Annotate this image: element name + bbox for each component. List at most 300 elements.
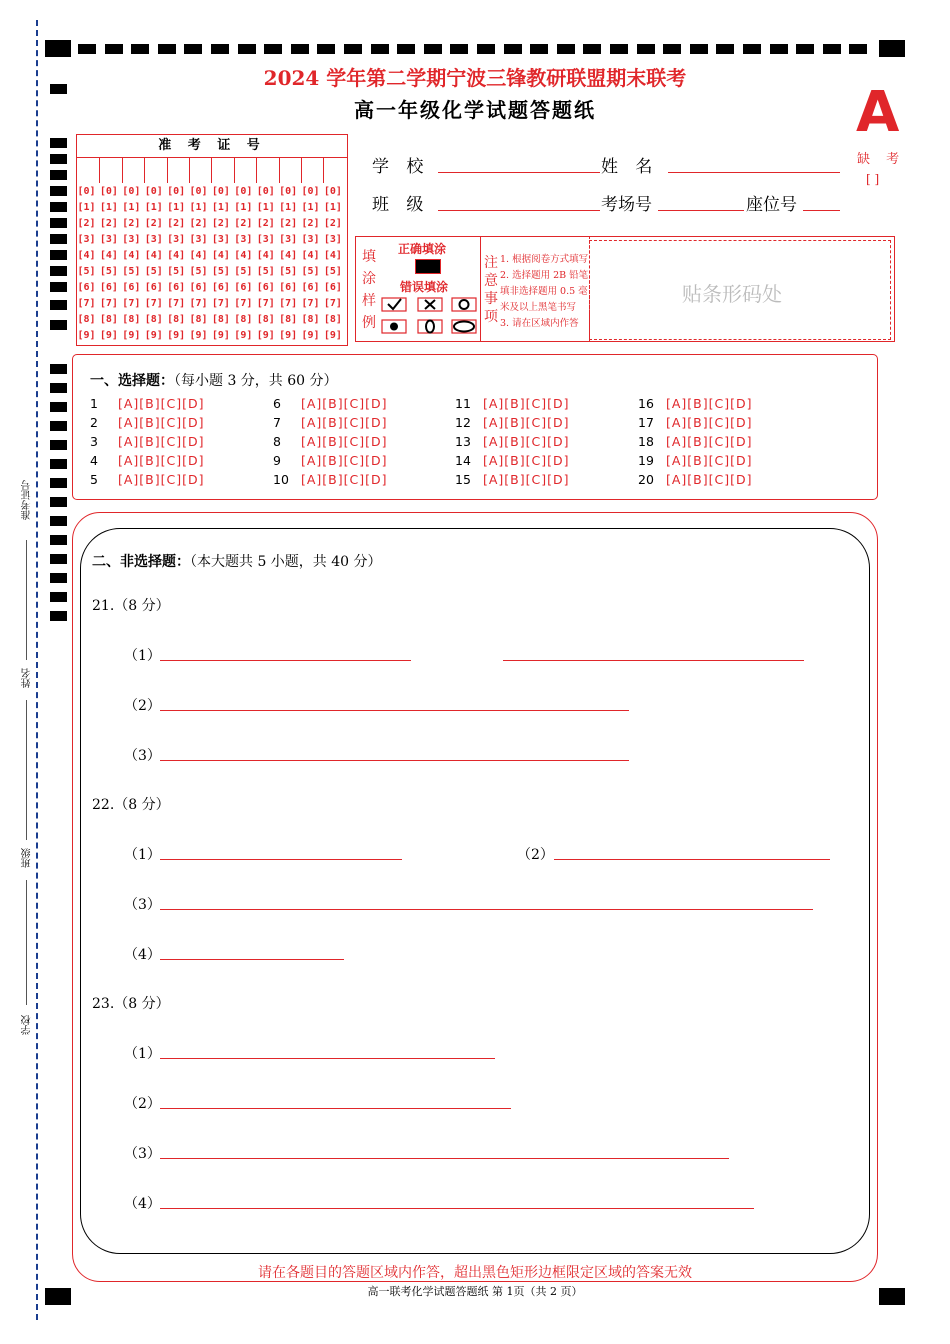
timing-mark bbox=[50, 573, 67, 583]
page-footer: 高一联考化学试题答题纸 第 1页（共 2 页） bbox=[367, 1285, 583, 1298]
id-digit-bubble[interactable]: [5] bbox=[211, 266, 230, 277]
mcq-question-row[interactable] bbox=[90, 453, 205, 468]
mcq-options[interactable]: [A][B][C][D] bbox=[483, 415, 570, 430]
id-digit-bubble[interactable]: [5] bbox=[144, 266, 163, 277]
side-label-name: 姓名 bbox=[22, 668, 33, 688]
note-item: 2. 选择题用 2B 铅笔 bbox=[500, 270, 589, 281]
id-digit-bubble[interactable]: [0] bbox=[211, 186, 230, 197]
id-digit-bubble[interactable]: [0] bbox=[167, 186, 186, 197]
side-label-id: 准考证号 bbox=[22, 480, 33, 520]
id-digit-bubble[interactable]: [4] bbox=[122, 250, 141, 261]
id-digit-bubble[interactable]: [1] bbox=[323, 202, 342, 213]
id-digit-bubble[interactable]: [6] bbox=[279, 282, 298, 293]
id-digit-bubble[interactable]: [0] bbox=[122, 186, 141, 197]
timing-mark bbox=[78, 44, 96, 54]
id-digit-bubble[interactable]: [0] bbox=[323, 186, 342, 197]
id-digit-bubble[interactable]: [0] bbox=[189, 186, 208, 197]
id-digit-bubble[interactable]: [9] bbox=[77, 330, 96, 341]
id-digit-bubble[interactable]: [8] bbox=[211, 314, 230, 325]
id-digit-bubble[interactable]: [0] bbox=[279, 186, 298, 197]
id-digit-bubble[interactable]: [9] bbox=[189, 330, 208, 341]
q23-sub4-label: （4） bbox=[124, 1196, 161, 1212]
id-digit-bubble[interactable]: [8] bbox=[234, 314, 253, 325]
side-line-name bbox=[26, 700, 27, 840]
fill-correct-label: 正确填涂 bbox=[398, 242, 447, 256]
mcq-options[interactable]: [A][B][C][D] bbox=[118, 472, 205, 487]
q22-sub3-answer[interactable] bbox=[160, 909, 813, 910]
id-digit-bubble[interactable]: [2] bbox=[144, 218, 163, 229]
mcq-question-row[interactable] bbox=[638, 453, 753, 468]
mcq-number: 9 bbox=[273, 453, 281, 468]
id-digit-bubble[interactable]: [4] bbox=[189, 250, 208, 261]
id-digit-bubble[interactable]: [8] bbox=[99, 314, 118, 325]
id-write-cell[interactable] bbox=[144, 157, 167, 183]
id-digit-bubble[interactable]: [4] bbox=[234, 250, 253, 261]
id-digit-bubble[interactable]: [1] bbox=[77, 202, 96, 213]
corner-mark-tl bbox=[45, 40, 71, 57]
mcq-number: 20 bbox=[638, 472, 654, 487]
timing-mark bbox=[371, 44, 389, 54]
exam-id-title: 准 考 证 号 bbox=[77, 135, 347, 158]
hollow-oval-icon bbox=[426, 321, 434, 333]
side-label-class: 班级 bbox=[22, 848, 33, 868]
section1-heading: 一、选择题： bbox=[90, 373, 174, 389]
q21-sub1-answer-a[interactable] bbox=[160, 660, 411, 661]
id-write-cell[interactable] bbox=[234, 157, 257, 183]
id-digit-bubble[interactable]: [1] bbox=[211, 202, 230, 213]
exam-id-grid[interactable] bbox=[76, 134, 348, 346]
q21-sub2-answer[interactable] bbox=[160, 710, 629, 711]
mcq-options[interactable]: [A][B][C][D] bbox=[666, 434, 753, 449]
id-digit-bubble[interactable]: [7] bbox=[77, 298, 96, 309]
id-digit-bubble[interactable]: [9] bbox=[99, 330, 118, 341]
q22-sub1-answer[interactable] bbox=[160, 859, 402, 860]
timing-mark bbox=[610, 44, 628, 54]
question-21-label: 21.（8 分） bbox=[92, 598, 170, 614]
seat-field[interactable] bbox=[803, 210, 840, 211]
timing-mark bbox=[663, 44, 681, 54]
timing-mark bbox=[50, 234, 67, 244]
id-digit-bubble[interactable]: [2] bbox=[211, 218, 230, 229]
absent-checkbox[interactable]: [ ] bbox=[866, 172, 880, 186]
id-digit-bubble[interactable]: [4] bbox=[323, 250, 342, 261]
class-field[interactable] bbox=[438, 210, 600, 211]
id-digit-bubble[interactable]: [1] bbox=[99, 202, 118, 213]
mcq-question-row[interactable] bbox=[455, 434, 570, 449]
mcq-number: 15 bbox=[455, 472, 471, 487]
notes-list bbox=[500, 252, 588, 332]
timing-mark bbox=[637, 44, 655, 54]
timing-mark bbox=[50, 478, 67, 488]
id-digit-bubble[interactable]: [8] bbox=[122, 314, 141, 325]
id-digit-bubble[interactable]: [7] bbox=[234, 298, 253, 309]
fill-example-side-label: 填涂样例 bbox=[362, 249, 376, 331]
id-digit-bubble[interactable]: [3] bbox=[234, 234, 253, 245]
mcq-question-row[interactable] bbox=[90, 434, 205, 449]
mcq-number: 11 bbox=[455, 396, 471, 411]
corner-mark-tr bbox=[879, 40, 905, 57]
section2-heading: 二、非选择题： bbox=[92, 554, 190, 570]
id-digit-bubble[interactable]: [3] bbox=[256, 234, 275, 245]
id-write-cell[interactable] bbox=[323, 157, 345, 183]
id-digit-bubble[interactable]: [5] bbox=[256, 266, 275, 277]
id-digit-bubble[interactable]: [9] bbox=[167, 330, 186, 341]
notes-side-label: 注意事项 bbox=[484, 255, 498, 325]
timing-mark bbox=[50, 282, 67, 292]
absent-label: 缺 考 bbox=[857, 152, 906, 167]
mcq-number: 18 bbox=[638, 434, 654, 449]
mcq-options[interactable]: [A][B][C][D] bbox=[301, 415, 388, 430]
id-digit-bubble[interactable]: [1] bbox=[122, 202, 141, 213]
id-digit-bubble[interactable]: [5] bbox=[323, 266, 342, 277]
mcq-question-row[interactable] bbox=[273, 415, 388, 430]
id-digit-bubble[interactable]: [8] bbox=[279, 314, 298, 325]
timing-mark bbox=[211, 44, 229, 54]
id-digit-bubble[interactable]: [5] bbox=[189, 266, 208, 277]
q23-sub2-label: （2） bbox=[124, 1096, 161, 1112]
id-digit-bubble[interactable]: [7] bbox=[301, 298, 320, 309]
sheet-title: 高一年级化学试题答题纸 bbox=[354, 98, 596, 122]
id-digit-bubble[interactable]: [7] bbox=[144, 298, 163, 309]
mcq-options[interactable]: [A][B][C][D] bbox=[483, 453, 570, 468]
id-digit-bubble[interactable]: [0] bbox=[99, 186, 118, 197]
id-digit-bubble[interactable]: [1] bbox=[301, 202, 320, 213]
id-digit-bubble[interactable]: [5] bbox=[122, 266, 141, 277]
id-digit-bubble[interactable]: [4] bbox=[256, 250, 275, 261]
timing-mark bbox=[344, 44, 362, 54]
note-item: 1. 根据阅卷方式填写 bbox=[500, 254, 589, 265]
mcq-options[interactable]: [A][B][C][D] bbox=[666, 415, 753, 430]
id-digit-bubble[interactable]: [7] bbox=[189, 298, 208, 309]
id-write-cell[interactable] bbox=[122, 157, 145, 183]
mcq-number: 12 bbox=[455, 415, 471, 430]
wide-oval-icon bbox=[454, 322, 474, 332]
mcq-question-row[interactable] bbox=[90, 396, 205, 411]
id-digit-bubble[interactable]: [2] bbox=[122, 218, 141, 229]
version-letter: A bbox=[856, 80, 900, 145]
timing-mark bbox=[50, 459, 67, 469]
id-digit-bubble[interactable]: [6] bbox=[301, 282, 320, 293]
id-digit-bubble[interactable]: [2] bbox=[279, 218, 298, 229]
mcq-question-row[interactable] bbox=[90, 472, 205, 487]
id-digit-bubble[interactable]: [4] bbox=[211, 250, 230, 261]
id-digit-bubble[interactable]: [6] bbox=[256, 282, 275, 293]
timing-mark bbox=[770, 44, 788, 54]
id-write-cell[interactable] bbox=[189, 157, 212, 183]
mcq-options[interactable]: [A][B][C][D] bbox=[666, 453, 753, 468]
question-23-label: 23.（8 分） bbox=[92, 996, 170, 1012]
school-field[interactable] bbox=[438, 172, 600, 173]
id-write-cell[interactable] bbox=[167, 157, 190, 183]
id-digit-bubble[interactable]: [1] bbox=[234, 202, 253, 213]
id-digit-bubble[interactable]: [4] bbox=[301, 250, 320, 261]
mcq-question-row[interactable] bbox=[455, 415, 570, 430]
id-digit-bubble[interactable]: [0] bbox=[144, 186, 163, 197]
timing-mark bbox=[50, 535, 67, 545]
id-digit-bubble[interactable]: [9] bbox=[323, 330, 342, 341]
mcq-options[interactable]: [A][B][C][D] bbox=[118, 415, 205, 430]
id-digit-bubble[interactable]: [0] bbox=[234, 186, 253, 197]
id-digit-bubble[interactable]: [7] bbox=[256, 298, 275, 309]
id-digit-bubble[interactable]: [0] bbox=[256, 186, 275, 197]
section2-inner-box bbox=[80, 528, 870, 1254]
timing-mark bbox=[158, 44, 176, 54]
timing-mark bbox=[50, 554, 67, 564]
id-digit-bubble[interactable]: [1] bbox=[256, 202, 275, 213]
timing-mark bbox=[583, 44, 601, 54]
mcq-number: 2 bbox=[90, 415, 98, 430]
id-digit-bubble[interactable]: [4] bbox=[77, 250, 96, 261]
id-digit-bubble[interactable]: [3] bbox=[301, 234, 320, 245]
mcq-number: 13 bbox=[455, 434, 471, 449]
id-digit-bubble[interactable]: [7] bbox=[167, 298, 186, 309]
id-digit-bubble[interactable]: [3] bbox=[77, 234, 96, 245]
q21-sub2-label: （2） bbox=[124, 698, 161, 714]
name-field[interactable] bbox=[668, 172, 840, 173]
timing-mark bbox=[317, 44, 335, 54]
q22-sub3-label: （3） bbox=[124, 897, 161, 913]
id-digit-bubble[interactable]: [7] bbox=[211, 298, 230, 309]
q21-sub1-label: （1） bbox=[124, 648, 161, 664]
q22-sub2-answer[interactable] bbox=[554, 859, 830, 860]
timing-mark bbox=[50, 218, 67, 228]
mcq-options[interactable]: [A][B][C][D] bbox=[483, 434, 570, 449]
exam-title: 2024 学年第二学期宁波三锋教研联盟期末联考 bbox=[263, 66, 687, 90]
mcq-options[interactable]: [A][B][C][D] bbox=[483, 472, 570, 487]
id-digit-bubble[interactable]: [9] bbox=[279, 330, 298, 341]
school-label: 学 校 bbox=[372, 157, 430, 177]
id-digit-bubble[interactable]: [3] bbox=[323, 234, 342, 245]
timing-mark bbox=[397, 44, 415, 54]
q22-sub4-answer[interactable] bbox=[160, 959, 344, 960]
q23-sub1-answer[interactable] bbox=[160, 1058, 495, 1059]
id-digit-bubble[interactable]: [9] bbox=[301, 330, 320, 341]
id-digit-bubble[interactable]: [3] bbox=[144, 234, 163, 245]
timing-mark bbox=[50, 592, 67, 602]
id-digit-bubble[interactable]: [9] bbox=[122, 330, 141, 341]
class-label: 班 级 bbox=[372, 195, 430, 215]
id-digit-bubble[interactable]: [3] bbox=[167, 234, 186, 245]
mcq-number: 1 bbox=[90, 396, 98, 411]
id-digit-bubble[interactable]: [8] bbox=[189, 314, 208, 325]
id-write-cell[interactable] bbox=[279, 157, 302, 183]
id-digit-bubble[interactable]: [7] bbox=[99, 298, 118, 309]
id-digit-bubble[interactable]: [6] bbox=[77, 282, 96, 293]
timing-mark bbox=[50, 402, 67, 412]
id-digit-bubble[interactable]: [3] bbox=[211, 234, 230, 245]
id-digit-bubble[interactable]: [5] bbox=[167, 266, 186, 277]
timing-mark bbox=[477, 44, 495, 54]
id-digit-bubble[interactable]: [3] bbox=[122, 234, 141, 245]
id-digit-bubble[interactable]: [3] bbox=[99, 234, 118, 245]
id-digit-bubble[interactable]: [6] bbox=[189, 282, 208, 293]
timing-mark bbox=[716, 44, 734, 54]
mcq-question-row[interactable] bbox=[273, 472, 388, 487]
timing-mark bbox=[291, 44, 309, 54]
timing-mark bbox=[264, 44, 282, 54]
q21-sub3-answer[interactable] bbox=[160, 760, 629, 761]
id-digit-bubble[interactable]: [9] bbox=[234, 330, 253, 341]
section1-subtitle: （每小题 3 分，共 60 分） bbox=[174, 373, 338, 389]
mcq-options[interactable]: [A][B][C][D] bbox=[483, 396, 570, 411]
binding-line bbox=[36, 20, 38, 1320]
id-digit-bubble[interactable]: [6] bbox=[122, 282, 141, 293]
id-write-cell[interactable] bbox=[211, 157, 234, 183]
mcq-number: 16 bbox=[638, 396, 654, 411]
id-digit-bubble[interactable]: [5] bbox=[279, 266, 298, 277]
id-digit-bubble[interactable]: [6] bbox=[144, 282, 163, 293]
id-digit-bubble[interactable]: [1] bbox=[144, 202, 163, 213]
id-digit-bubble[interactable]: [7] bbox=[279, 298, 298, 309]
mcq-number: 8 bbox=[273, 434, 281, 449]
id-digit-bubble[interactable]: [3] bbox=[279, 234, 298, 245]
mcq-options[interactable]: [A][B][C][D] bbox=[118, 434, 205, 449]
q21-sub1-answer-b[interactable] bbox=[503, 660, 804, 661]
id-digit-bubble[interactable]: [5] bbox=[99, 266, 118, 277]
id-digit-bubble[interactable]: [3] bbox=[189, 234, 208, 245]
id-digit-bubble[interactable]: [5] bbox=[234, 266, 253, 277]
timing-mark bbox=[504, 44, 522, 54]
id-digit-bubble[interactable]: [4] bbox=[99, 250, 118, 261]
timing-mark bbox=[450, 44, 468, 54]
id-digit-bubble[interactable]: [9] bbox=[256, 330, 275, 341]
timing-mark bbox=[796, 44, 814, 54]
id-digit-bubble[interactable]: [4] bbox=[279, 250, 298, 261]
mcq-question-row[interactable] bbox=[273, 453, 388, 468]
mcq-options[interactable]: [A][B][C][D] bbox=[666, 472, 753, 487]
mcq-options[interactable]: [A][B][C][D] bbox=[666, 396, 753, 411]
q23-sub3-label: （3） bbox=[124, 1146, 161, 1162]
id-write-cell[interactable] bbox=[256, 157, 279, 183]
room-label: 考场号 bbox=[601, 195, 652, 215]
timing-mark bbox=[50, 611, 67, 621]
timing-mark bbox=[743, 44, 761, 54]
note-item: 3. 请在区域内作答 bbox=[500, 318, 579, 329]
mcq-number: 5 bbox=[90, 472, 98, 487]
id-digit-bubble[interactable]: [1] bbox=[279, 202, 298, 213]
timing-mark bbox=[50, 300, 67, 310]
id-digit-bubble[interactable]: [5] bbox=[301, 266, 320, 277]
q23-sub2-answer[interactable] bbox=[160, 1108, 511, 1109]
mcq-options[interactable]: [A][B][C][D] bbox=[118, 396, 205, 411]
id-digit-bubble[interactable]: [2] bbox=[167, 218, 186, 229]
mcq-question-row[interactable] bbox=[455, 396, 570, 411]
mcq-number: 3 bbox=[90, 434, 98, 449]
q22-sub2-label: （2） bbox=[517, 847, 554, 863]
timing-mark bbox=[557, 44, 575, 54]
mcq-question-row[interactable] bbox=[638, 396, 753, 411]
mcq-question-row[interactable] bbox=[638, 434, 753, 449]
barcode-label: 贴条形码处 bbox=[682, 282, 782, 306]
id-digit-bubble[interactable]: [1] bbox=[189, 202, 208, 213]
id-write-cell[interactable] bbox=[77, 157, 100, 183]
timing-mark bbox=[530, 44, 548, 54]
fill-wrong-label: 错误填涂 bbox=[400, 280, 449, 294]
id-digit-bubble[interactable]: [8] bbox=[301, 314, 320, 325]
id-digit-bubble[interactable]: [8] bbox=[256, 314, 275, 325]
mcq-options[interactable]: [A][B][C][D] bbox=[118, 453, 205, 468]
timing-mark bbox=[50, 497, 67, 507]
id-digit-bubble[interactable]: [8] bbox=[77, 314, 96, 325]
mcq-number: 4 bbox=[90, 453, 98, 468]
id-digit-bubble[interactable]: [6] bbox=[99, 282, 118, 293]
timing-mark bbox=[50, 250, 67, 260]
id-digit-bubble[interactable]: [6] bbox=[323, 282, 342, 293]
mcq-options[interactable]: [A][B][C][D] bbox=[301, 453, 388, 468]
mcq-number: 7 bbox=[273, 415, 281, 430]
id-digit-bubble[interactable]: [2] bbox=[234, 218, 253, 229]
id-write-cell[interactable] bbox=[301, 157, 324, 183]
id-digit-bubble[interactable]: [6] bbox=[234, 282, 253, 293]
mcq-question-row[interactable] bbox=[638, 415, 753, 430]
id-digit-bubble[interactable]: [2] bbox=[301, 218, 320, 229]
id-digit-bubble[interactable]: [2] bbox=[99, 218, 118, 229]
mcq-question-row[interactable] bbox=[90, 415, 205, 430]
mcq-options[interactable]: [A][B][C][D] bbox=[301, 434, 388, 449]
id-digit-bubble[interactable]: [7] bbox=[122, 298, 141, 309]
id-digit-bubble[interactable]: [1] bbox=[167, 202, 186, 213]
room-field[interactable] bbox=[658, 210, 744, 211]
fill-wrong-samples bbox=[380, 294, 480, 338]
mcq-options[interactable]: [A][B][C][D] bbox=[301, 396, 388, 411]
id-digit-bubble[interactable]: [8] bbox=[144, 314, 163, 325]
section2-subtitle: （本大题共 5 小题，共 40 分） bbox=[190, 554, 382, 570]
id-digit-bubble[interactable]: [6] bbox=[167, 282, 186, 293]
id-digit-bubble[interactable]: [4] bbox=[167, 250, 186, 261]
side-line-class bbox=[26, 880, 27, 1005]
mcq-question-row[interactable] bbox=[638, 472, 753, 487]
timing-mark bbox=[50, 364, 67, 374]
id-digit-bubble[interactable]: [6] bbox=[211, 282, 230, 293]
mcq-question-row[interactable] bbox=[455, 453, 570, 468]
id-digit-bubble[interactable]: [9] bbox=[211, 330, 230, 341]
id-digit-bubble[interactable]: [5] bbox=[77, 266, 96, 277]
id-digit-bubble[interactable]: [2] bbox=[189, 218, 208, 229]
timing-mark bbox=[105, 44, 123, 54]
id-digit-bubble[interactable]: [2] bbox=[256, 218, 275, 229]
id-digit-bubble[interactable]: [8] bbox=[323, 314, 342, 325]
note-item: 米及以上黑笔书写 bbox=[500, 302, 577, 313]
q22-sub1-label: （1） bbox=[124, 847, 161, 863]
id-digit-bubble[interactable]: [2] bbox=[323, 218, 342, 229]
timing-mark bbox=[50, 170, 67, 180]
mcq-question-row[interactable] bbox=[273, 434, 388, 449]
id-digit-bubble[interactable]: [7] bbox=[323, 298, 342, 309]
section1-title bbox=[90, 370, 338, 390]
id-write-cell[interactable] bbox=[99, 157, 122, 183]
filled-dot-icon bbox=[390, 323, 398, 331]
timing-mark bbox=[238, 44, 256, 54]
id-digit-bubble[interactable]: [0] bbox=[77, 186, 96, 197]
q23-sub3-answer[interactable] bbox=[160, 1158, 729, 1159]
side-line-id bbox=[26, 540, 27, 660]
id-digit-bubble[interactable]: [0] bbox=[301, 186, 320, 197]
mcq-number: 14 bbox=[455, 453, 471, 468]
mcq-question-row[interactable] bbox=[273, 396, 388, 411]
timing-mark bbox=[424, 44, 442, 54]
timing-mark bbox=[50, 154, 67, 164]
q23-sub4-answer[interactable] bbox=[160, 1208, 754, 1209]
mcq-question-row[interactable] bbox=[455, 472, 570, 487]
id-digit-bubble[interactable]: [2] bbox=[77, 218, 96, 229]
q22-sub4-label: （4） bbox=[124, 947, 161, 963]
timing-mark bbox=[690, 44, 708, 54]
mcq-options[interactable]: [A][B][C][D] bbox=[301, 472, 388, 487]
id-digit-bubble[interactable]: [9] bbox=[144, 330, 163, 341]
id-digit-bubble[interactable]: [8] bbox=[167, 314, 186, 325]
id-digit-bubble[interactable]: [4] bbox=[144, 250, 163, 261]
question-22-label: 22.（8 分） bbox=[92, 797, 170, 813]
